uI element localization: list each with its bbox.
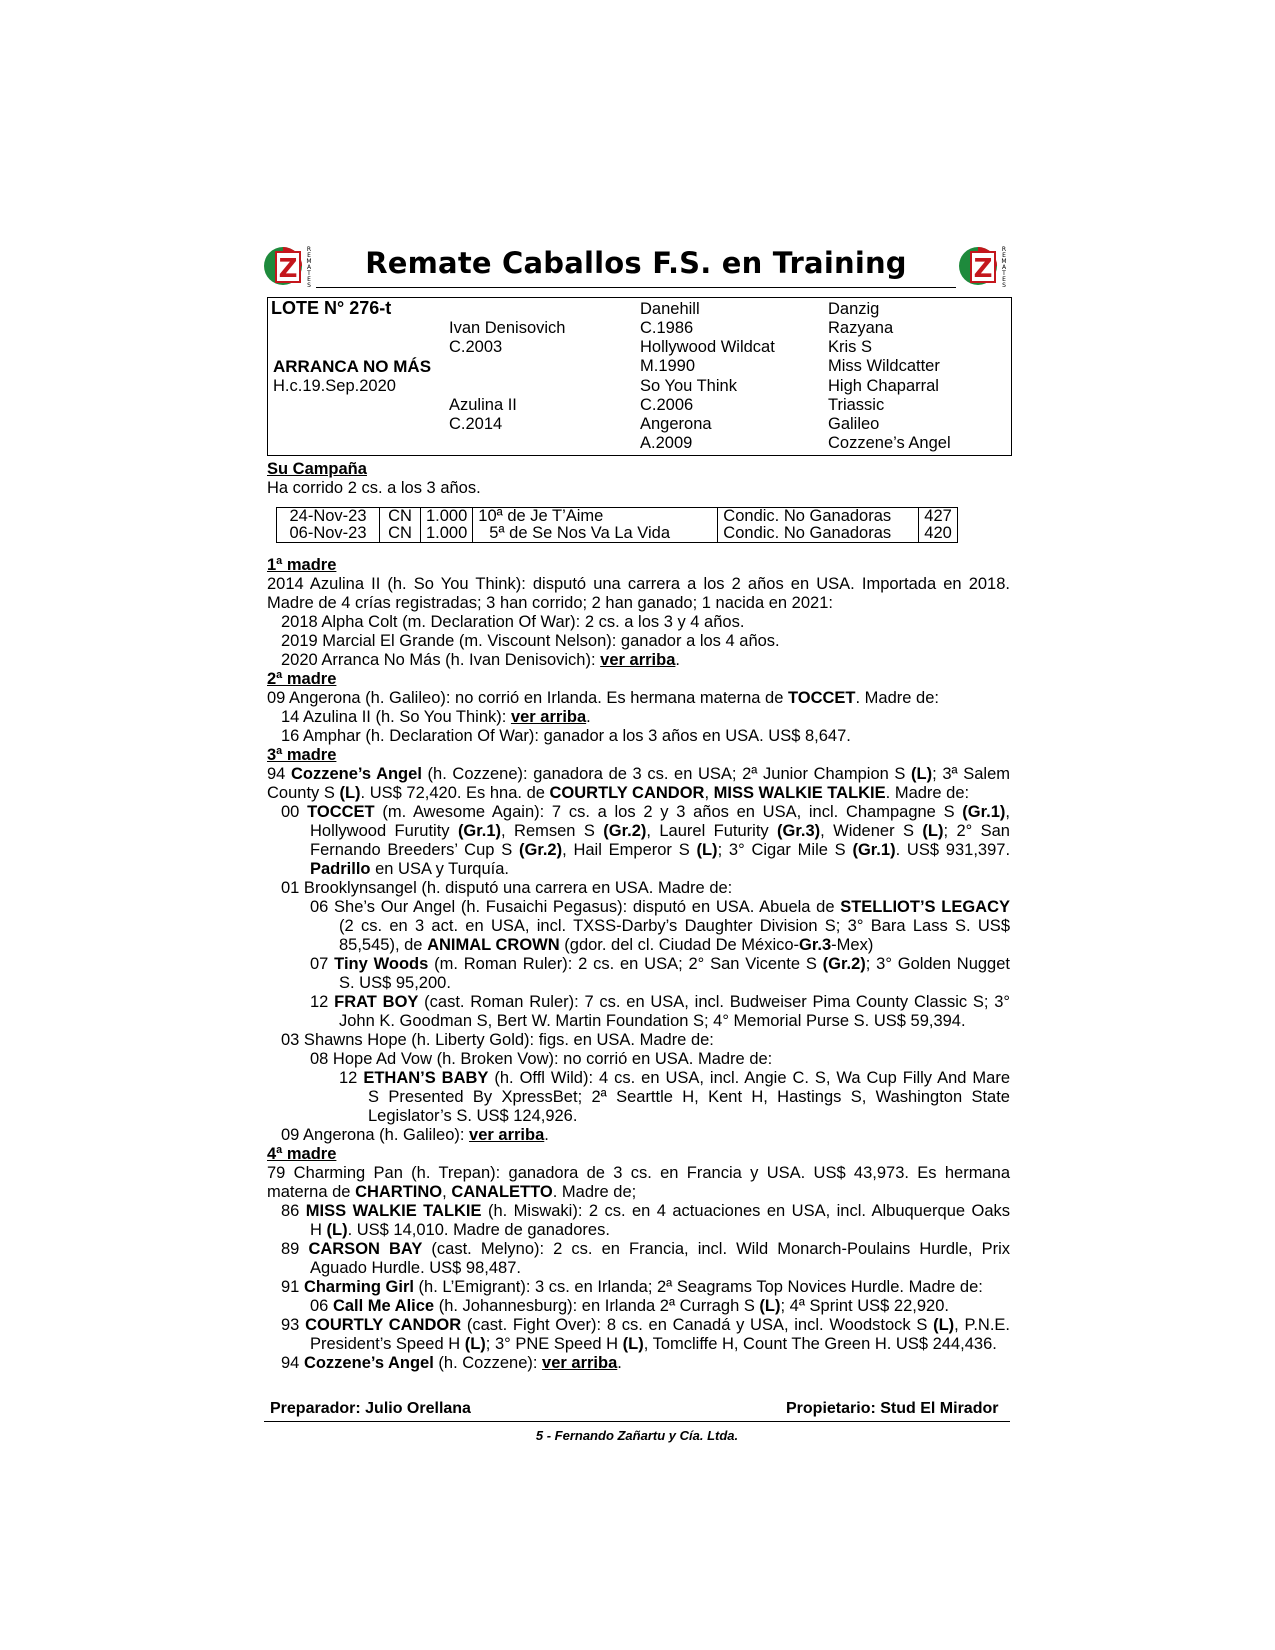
grand-3: So You Think — [640, 377, 737, 395]
second-dam-heading: 2ª madre — [267, 670, 337, 688]
race-track: CN — [380, 525, 421, 543]
owner: Propietario: Stud El Mirador — [786, 1400, 999, 1417]
campaign-summary: Ha corrido 2 cs. a los 3 años. — [267, 479, 481, 497]
ethans-baby-line-3: Legislator’s S. US$ 124,926. — [368, 1107, 578, 1125]
grand-4: Angerona — [640, 415, 712, 433]
first-dam-line-5: 2020 Arranca No Más (h. Ivan Denisovich): ver arriba. — [281, 651, 680, 669]
grand-2: Hollywood Wildcat — [640, 338, 775, 356]
charming-girl-line: 91 Charming Girl (h. L’Emigrant): 3 cs. en Irlanda; 2ª Seagrams Top Novices Hurdle. Madre de: — [281, 1278, 983, 1296]
race-date: 06-Nov-23 — [277, 525, 380, 543]
svg-text:E: E — [1002, 276, 1006, 283]
page-footer: 5 - Fernando Zañartu y Cía. Ltda. — [535, 1428, 739, 1443]
brooklyn-line: 01 Brooklynsangel (h. disputó una carrera en USA. Madre de: — [281, 879, 733, 897]
race-date: 24-Nov-23 — [277, 508, 380, 526]
toccet-line-4: Padrillo en USA y Turquía. — [310, 860, 510, 878]
hope-ad-vow-line: 08 Hope Ad Vow (h. Broken Vow): no corrió en USA. Madre de: — [310, 1050, 773, 1068]
race-distance: 1.000 — [421, 525, 473, 543]
sire-name: Ivan Denisovich — [449, 319, 566, 337]
lot-number: LOTE N° 276-t — [271, 298, 392, 318]
great-1: Danzig — [828, 300, 880, 318]
courtly-candor-line-1: 93 COURTLY CANDOR (cast. Fight Over): 8 cs. en Canadá y USA, incl. Woodstock S (L), P.N.E. — [281, 1316, 1011, 1334]
race-distance: 1.000 — [421, 508, 473, 526]
frat-boy-line-1: 12 FRAT BOY (cast. Roman Ruler): 7 cs. en USA, incl. Budweiser Pima County Classic S; 3° — [310, 993, 1010, 1011]
toccet-line-3: Fernando Breeders’ Cup S (Gr.2), Hail Emperor S (L); 3° Cigar Mile S (Gr.1). US$ 931,397. — [310, 841, 1011, 859]
trainer: Preparador: Julio Orellana — [270, 1400, 471, 1417]
great-2: Razyana — [828, 319, 894, 337]
first-dam-heading: 1ª madre — [267, 556, 337, 574]
race-track: CN — [380, 508, 421, 526]
horse-name: ARRANCA NO MÁS — [273, 357, 432, 376]
miss-walkie-line-1: 86 MISS WALKIE TALKIE (h. Miswaki): 2 cs. en 4 actuaciones en USA, incl. Albuquerque Oaks — [281, 1202, 1011, 1220]
call-me-alice-line: 06 Call Me Alice (h. Johannesburg): en Irlanda 2ª Curragh S (L); 4ª Sprint US$ 22,920. — [310, 1297, 949, 1315]
angerona-line: 09 Angerona (h. Galileo): ver arriba. — [281, 1126, 549, 1144]
great-5: High Chaparral — [828, 377, 939, 395]
sire-year: C.2003 — [449, 338, 503, 356]
grand-4-year: A.2009 — [640, 434, 693, 452]
ethans-baby-line-1: 12 ETHAN’S BABY (h. Offl Wild): 4 cs. en USA, incl. Angie C. S, Wa Cup Filly And Mare — [339, 1069, 1010, 1087]
shes-our-angel-line-3: 85,545), de ANIMAL CROWN (gdor. del cl. Ciudad De México-Gr.3-Mex) — [339, 936, 874, 954]
right-logo — [958, 243, 1010, 289]
grand-1-year: C.1986 — [640, 319, 694, 337]
svg-text:M: M — [306, 258, 312, 265]
great-8: Cozzene’s Angel — [828, 434, 951, 452]
svg-text:S: S — [1002, 282, 1006, 289]
great-3: Kris S — [828, 338, 873, 356]
race-result: 10ª de Je T’Aime — [473, 508, 718, 526]
third-dam-line-1: 94 Cozzene’s Angel (h. Cozzene): ganadora de 3 cs. en USA; 2ª Junior Champion S (L); 3ª Salem — [267, 765, 1010, 783]
table-row — [277, 508, 958, 526]
cozzenes-angel-line: 94 Cozzene’s Angel (h. Cozzene): ver arriba. — [281, 1354, 622, 1372]
svg-text:E: E — [307, 252, 311, 259]
fourth-dam-line-2: materna de CHARTINO, CANALETTO. Madre de; — [267, 1183, 637, 1201]
first-dam-line-1: 2014 Azulina II (h. So You Think): disputó una carrera a los 2 años en USA. Importada en 2018. — [267, 575, 1010, 593]
toccet-line-1: 00 TOCCET (m. Awesome Again): 7 cs. a los 2 y 3 años en USA, incl. Champagne S (Gr.1), — [281, 803, 1010, 821]
svg-text:Z: Z — [278, 254, 298, 284]
tiny-woods-line-2: S. US$ 95,200. — [339, 974, 451, 992]
see-above-link[interactable]: ver arriba — [600, 651, 676, 669]
table-row — [277, 525, 958, 543]
grand-1: Danehill — [640, 300, 700, 318]
svg-text:A: A — [306, 264, 312, 271]
svg-text:T: T — [1002, 270, 1006, 277]
second-dam-line-3: 16 Amphar (h. Declaration Of War): ganador a los 3 años en USA. US$ 8,647. — [281, 727, 851, 745]
horse-birth: H.c.19.Sep.2020 — [273, 377, 396, 395]
svg-text:E: E — [307, 276, 311, 283]
second-dam-line-1: 09 Angerona (h. Galileo): no corrió en Irlanda. Es hermana materna de TOCCET. Madre de: — [267, 689, 939, 707]
toccet-line-2: Hollywood Furutity (Gr.1), Remsen S (Gr.2), Laurel Futurity (Gr.3), Widener S (L); 2° San — [310, 822, 1010, 840]
third-dam-heading: 3ª madre — [267, 746, 337, 764]
grand-2-year: M.1990 — [640, 357, 696, 375]
svg-text:T: T — [307, 270, 311, 277]
see-above-link[interactable]: ver arriba — [542, 1354, 618, 1372]
grand-3-year: C.2006 — [640, 396, 694, 414]
svg-text:A: A — [1001, 264, 1007, 271]
fourth-dam-heading: 4ª madre — [267, 1145, 337, 1163]
title-rule — [316, 287, 956, 288]
great-7: Galileo — [828, 415, 880, 433]
first-dam-line-2: Madre de 4 crías registradas; 3 han corrido; 2 han ganado; 1 nacida en 2021: — [267, 594, 833, 612]
race-result: 5ª de Se Nos Va La Vida — [473, 525, 718, 543]
great-4: Miss Wildcatter — [828, 357, 940, 375]
dam-name: Azulina II — [449, 396, 517, 414]
carson-bay-line-1: 89 CARSON BAY (cast. Melyno): 2 cs. en Francia, incl. Wild Monarch-Poulains Hurdle, Prix — [281, 1240, 1011, 1258]
fourth-dam-line-1: 79 Charming Pan (h. Trepan): ganadora de 3 cs. en Francia y USA. US$ 43,973. Es hermana — [267, 1164, 1010, 1182]
race-type: Condic. No Ganadoras — [718, 525, 919, 543]
great-6: Triassic — [828, 396, 885, 414]
frat-boy-line-2: John K. Goodman S, Bert W. Martin Foundation S; 4° Memorial Purse S. US$ 59,394. — [339, 1012, 966, 1030]
footer-rule — [264, 1421, 1010, 1422]
ethans-baby-line-2: S Presented By XpressBet; 2ª Searttle H, Kent H, Hastings S, Washington State — [368, 1088, 1010, 1106]
courtly-candor-line-2: President’s Speed H (L); 3° PNE Speed H (L), Tomcliffe H, Count The Green H. US$ 244,436. — [310, 1335, 997, 1353]
second-dam-line-2: 14 Azulina II (h. So You Think): ver arriba. — [281, 708, 591, 726]
first-dam-line-3: 2018 Alpha Colt (m. Declaration Of War): 2 cs. a los 3 y 4 años. — [281, 613, 745, 631]
shawns-hope-line: 03 Shawns Hope (h. Liberty Gold): figs. en USA. Madre de: — [281, 1031, 714, 1049]
see-above-link[interactable]: ver arriba — [510, 708, 587, 726]
svg-text:Z: Z — [973, 254, 993, 284]
svg-text:R: R — [306, 246, 312, 253]
tiny-woods-line-1: 07 Tiny Woods (m. Roman Ruler): 2 cs. en USA; 2° San Vicente S (Gr.2); 3° Golden Nugget — [310, 955, 1010, 973]
third-dam-line-2: County S (L). US$ 72,420. Es hna. de COURTLY CANDOR, MISS WALKIE TALKIE. Madre de: — [267, 784, 970, 802]
page-title: Remate Caballos F.S. en Training — [365, 246, 907, 280]
campaign-table — [276, 507, 958, 543]
shes-our-angel-line-1: 06 She’s Our Angel (h. Fusaichi Pegasus): disputó en USA. Abuela de STELLIOT’S LEGACY — [310, 898, 1010, 916]
first-dam-line-4: 2019 Marcial El Grande (m. Viscount Nelson): ganador a los 4 años. — [281, 632, 780, 650]
svg-text:S: S — [307, 282, 311, 289]
miss-walkie-line-2: H (L). US$ 14,010. Madre de ganadores. — [310, 1221, 610, 1239]
svg-text:E: E — [1002, 252, 1006, 259]
race-number: 427 — [919, 508, 958, 526]
carson-bay-line-2: Aguado Hurdle. US$ 98,487. — [310, 1259, 521, 1277]
shes-our-angel-line-2: (2 cs. en 3 act. en USA, incl. TXSS-Darby’s Daughter Division S; 3° Bara Lass S. US$ — [339, 917, 1010, 935]
left-logo — [263, 243, 315, 289]
svg-text:R: R — [1001, 246, 1007, 253]
dam-year: C.2014 — [449, 415, 503, 433]
campaign-heading: Su Campaña — [267, 460, 367, 478]
race-number: 420 — [919, 525, 958, 543]
see-above-link[interactable]: ver arriba — [469, 1126, 545, 1144]
svg-text:M: M — [1001, 258, 1007, 265]
race-type: Condic. No Ganadoras — [718, 508, 919, 526]
